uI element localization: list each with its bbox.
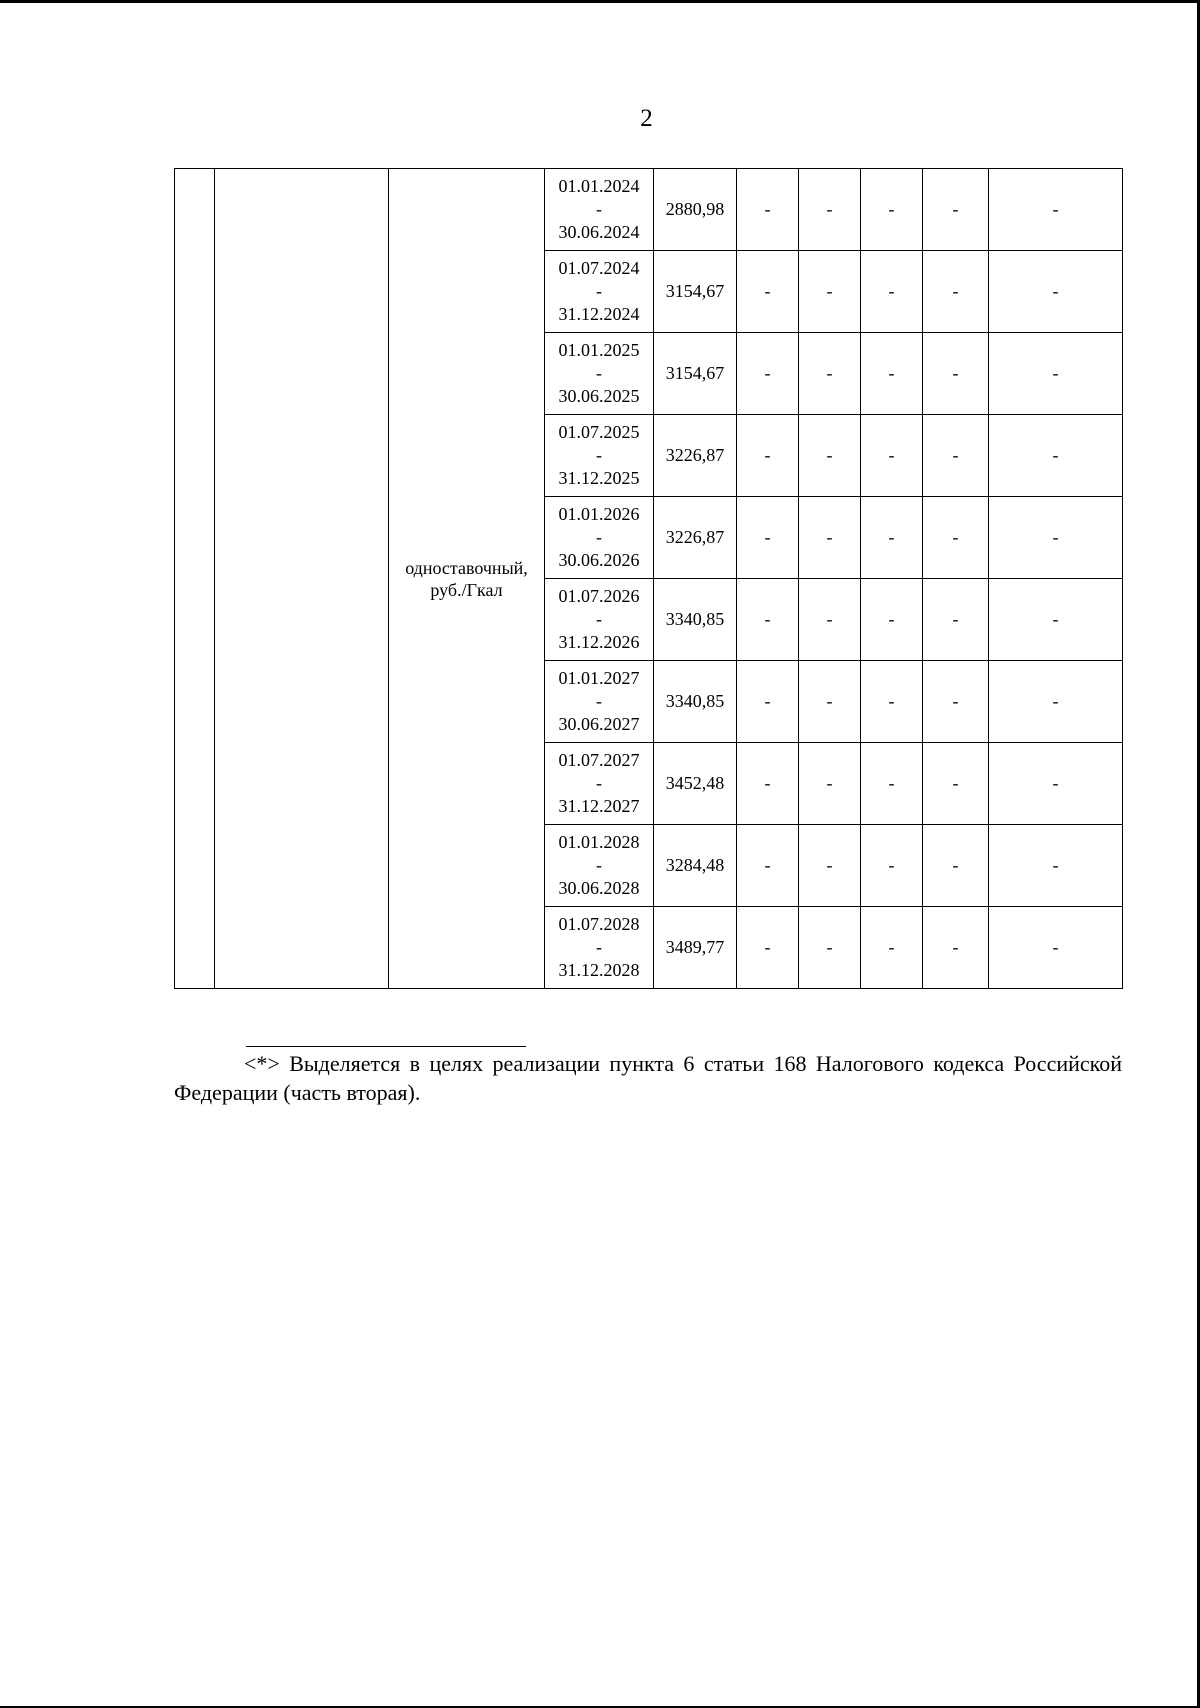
period-start: 01.07.2026 bbox=[558, 586, 640, 606]
empty-value-cell: - bbox=[923, 333, 989, 415]
period-start: 01.01.2028 bbox=[558, 832, 640, 852]
empty-value-cell: - bbox=[799, 907, 861, 989]
period-cell bbox=[545, 743, 654, 825]
period-end: 30.06.2025 bbox=[558, 386, 640, 406]
empty-value-cell: - bbox=[923, 743, 989, 825]
period-start: 01.07.2025 bbox=[558, 422, 640, 442]
period-end: 31.12.2028 bbox=[558, 960, 640, 980]
empty-value-cell: - bbox=[989, 497, 1123, 579]
empty-value-cell: - bbox=[861, 415, 923, 497]
empty-value-cell: - bbox=[737, 743, 799, 825]
period-cell bbox=[545, 497, 654, 579]
period-start: 01.07.2027 bbox=[558, 750, 640, 770]
period-cell bbox=[545, 251, 654, 333]
period-cell bbox=[545, 579, 654, 661]
period-end: 30.06.2027 bbox=[558, 714, 640, 734]
empty-value-cell: - bbox=[799, 579, 861, 661]
period-separator: - bbox=[596, 363, 602, 383]
empty-value-cell: - bbox=[737, 497, 799, 579]
period-end: 30.06.2028 bbox=[558, 878, 640, 898]
empty-value-cell: - bbox=[989, 907, 1123, 989]
period-separator: - bbox=[596, 855, 602, 875]
empty-value-cell: - bbox=[989, 333, 1123, 415]
empty-value-cell: - bbox=[923, 579, 989, 661]
tariff-value-cell: 3452,48 bbox=[654, 743, 737, 825]
tariff-value-cell: 3284,48 bbox=[654, 825, 737, 907]
empty-value-cell: - bbox=[923, 497, 989, 579]
empty-value-cell: - bbox=[989, 825, 1123, 907]
period-separator: - bbox=[596, 527, 602, 547]
tariff-value-cell: 3226,87 bbox=[654, 415, 737, 497]
empty-value-cell: - bbox=[861, 825, 923, 907]
empty-value-cell: - bbox=[989, 743, 1123, 825]
tariff-table bbox=[174, 168, 1123, 989]
empty-value-cell: - bbox=[737, 579, 799, 661]
tariff-type-cell: одноставочный, руб./Гкал bbox=[389, 169, 545, 989]
empty-value-cell: - bbox=[799, 415, 861, 497]
empty-value-cell: - bbox=[737, 169, 799, 251]
period-separator: - bbox=[596, 609, 602, 629]
period-end: 31.12.2027 bbox=[558, 796, 640, 816]
empty-value-cell: - bbox=[923, 825, 989, 907]
period-end: 31.12.2024 bbox=[558, 304, 640, 324]
empty-value-cell: - bbox=[861, 661, 923, 743]
footnote-text: <*> Выделяется в целях реализации пункта 6 статьи 168 Налогового кодекса Российской Федерации (часть вторая). bbox=[174, 1051, 1122, 1105]
period-cell bbox=[545, 907, 654, 989]
period-end: 30.06.2026 bbox=[558, 550, 640, 570]
empty-value-cell: - bbox=[799, 743, 861, 825]
empty-value-cell: - bbox=[861, 251, 923, 333]
row-number-cell bbox=[175, 169, 215, 989]
empty-value-cell: - bbox=[861, 743, 923, 825]
empty-value-cell: - bbox=[737, 415, 799, 497]
empty-value-cell: - bbox=[799, 825, 861, 907]
empty-value-cell: - bbox=[989, 661, 1123, 743]
period-start: 01.07.2024 bbox=[558, 258, 640, 278]
empty-value-cell: - bbox=[861, 579, 923, 661]
empty-value-cell: - bbox=[861, 497, 923, 579]
empty-value-cell: - bbox=[799, 169, 861, 251]
empty-value-cell: - bbox=[737, 333, 799, 415]
table-row bbox=[175, 169, 1123, 251]
period-separator: - bbox=[596, 199, 602, 219]
empty-value-cell: - bbox=[861, 333, 923, 415]
page-number: 2 bbox=[640, 105, 653, 132]
period-start: 01.01.2027 bbox=[558, 668, 640, 688]
tariff-value-cell: 3154,67 bbox=[654, 251, 737, 333]
period-start: 01.01.2024 bbox=[558, 176, 640, 196]
empty-value-cell: - bbox=[923, 251, 989, 333]
tariff-value-cell: 3154,67 bbox=[654, 333, 737, 415]
tariff-value-cell: 3489,77 bbox=[654, 907, 737, 989]
period-separator: - bbox=[596, 773, 602, 793]
empty-value-cell: - bbox=[989, 579, 1123, 661]
empty-value-cell: - bbox=[799, 251, 861, 333]
period-separator: - bbox=[596, 445, 602, 465]
empty-value-cell: - bbox=[861, 169, 923, 251]
period-cell bbox=[545, 333, 654, 415]
period-start: 01.01.2026 bbox=[558, 504, 640, 524]
empty-value-cell: - bbox=[737, 661, 799, 743]
period-cell bbox=[545, 825, 654, 907]
empty-value-cell: - bbox=[799, 497, 861, 579]
empty-value-cell: - bbox=[923, 661, 989, 743]
tariff-value-cell: 3226,87 bbox=[654, 497, 737, 579]
empty-value-cell: - bbox=[799, 333, 861, 415]
empty-value-cell: - bbox=[737, 251, 799, 333]
empty-value-cell: - bbox=[989, 415, 1123, 497]
scan-border-top bbox=[0, 0, 1200, 3]
period-cell bbox=[545, 169, 654, 251]
period-end: 31.12.2026 bbox=[558, 632, 640, 652]
empty-value-cell: - bbox=[861, 907, 923, 989]
period-start: 01.01.2025 bbox=[558, 340, 640, 360]
footnote-divider bbox=[246, 1046, 526, 1047]
empty-value-cell: - bbox=[989, 169, 1123, 251]
tariff-value-cell: 2880,98 bbox=[654, 169, 737, 251]
period-separator: - bbox=[596, 691, 602, 711]
period-cell bbox=[545, 415, 654, 497]
empty-value-cell: - bbox=[923, 907, 989, 989]
period-start: 01.07.2028 bbox=[558, 914, 640, 934]
empty-value-cell: - bbox=[737, 825, 799, 907]
period-end: 31.12.2025 bbox=[558, 468, 640, 488]
period-separator: - bbox=[596, 937, 602, 957]
empty-value-cell: - bbox=[923, 415, 989, 497]
tariff-value-cell: 3340,85 bbox=[654, 661, 737, 743]
empty-value-cell: - bbox=[923, 169, 989, 251]
organization-cell bbox=[215, 169, 389, 989]
empty-value-cell: - bbox=[989, 251, 1123, 333]
empty-value-cell: - bbox=[737, 907, 799, 989]
tariff-table-body bbox=[175, 169, 1123, 989]
tariff-value-cell: 3340,85 bbox=[654, 579, 737, 661]
period-end: 30.06.2024 bbox=[558, 222, 640, 242]
period-cell bbox=[545, 661, 654, 743]
empty-value-cell: - bbox=[799, 661, 861, 743]
period-separator: - bbox=[596, 281, 602, 301]
